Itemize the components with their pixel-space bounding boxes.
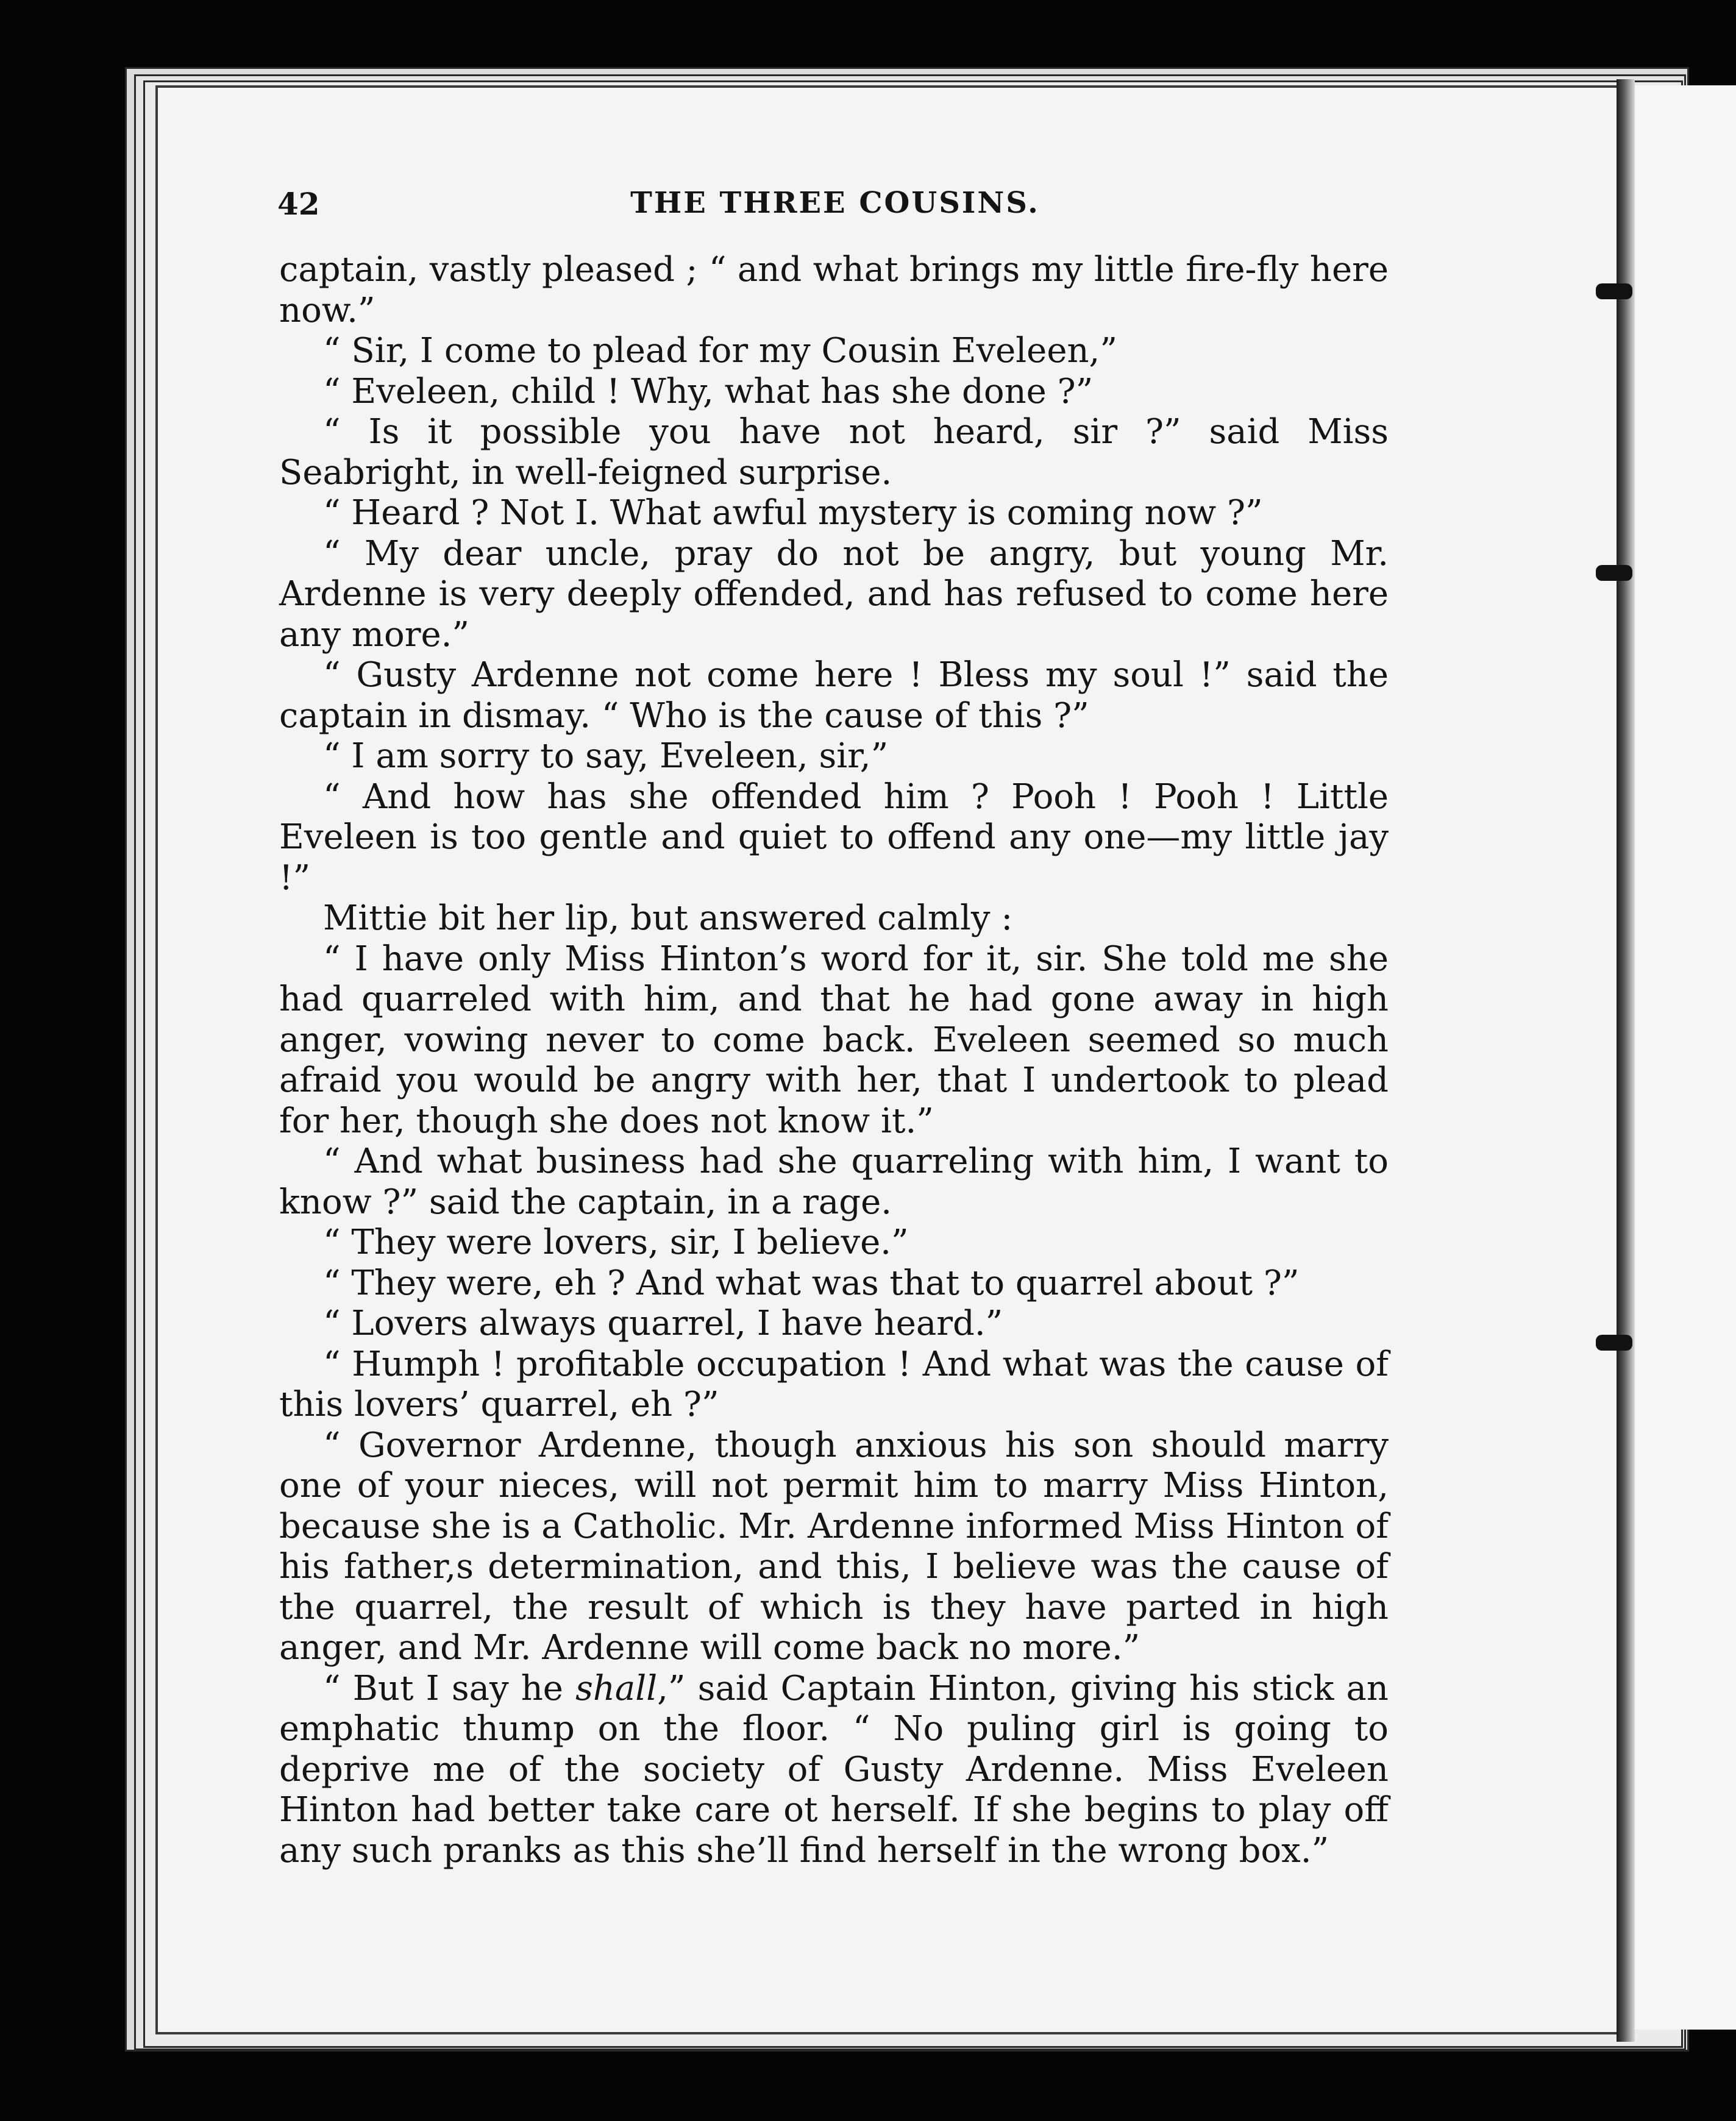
paragraph: “ Is it possible you have not heard, sir ?” said Miss Seabright, in well-feigned surprise. [279, 412, 1389, 492]
paragraph: “ Lovers always quarrel, I have heard.” [323, 1304, 1003, 1343]
paragraph: “ And how has she offended him ? Pooh ! Pooh ! Little Eveleen is too gentle and quiet to offend any one—my little jay !” [279, 776, 1389, 898]
book-gutter [1617, 79, 1635, 2042]
body-text [279, 250, 1389, 1871]
paragraph: “ Heard ? Not I. What awful mystery is coming now ?” [323, 493, 1263, 533]
paragraph: “ I am sorry to say, Eveleen, sir,” [323, 736, 889, 776]
binding-stitch [1596, 1335, 1632, 1351]
paragraph: “ Humph ! profitable occupation ! And what was the cause of this lovers’ quarrel, eh ?” [279, 1344, 1389, 1424]
paragraph: “ They were, eh ? And what was that to quarrel about ?” [323, 1263, 1300, 1303]
binding-stitch [1596, 283, 1632, 299]
paragraph: “ Eveleen, child ! Why, what has she done ?” [323, 371, 1094, 411]
text-run: ,” said Captain Hinton, giving his stick an emphatic thump on the floor. “ No puling girl is going to deprive me of the society of Gusty Ardenne. Miss Eveleen Hinton had better take care ot herself. If she begins to play off any such pranks as this she’ll find herself in the wrong box.” [279, 1668, 1389, 1871]
paragraph: “ Governor Ardenne, though anxious his son should marry one of your nieces, will not permit him to marry Miss Hinton, because she is a Catholic. Mr. Ardenne informed Miss Hinton of his father,s determination, and this, I believe was the cause of the quarrel, the result of which is they have parted in high anger, and Mr. Ardenne will come back no more.” [279, 1425, 1389, 1668]
page-number: 42 [277, 186, 320, 222]
paragraph: “ Sir, I come to plead for my Cousin Eveleen,” [323, 331, 1117, 371]
paragraph: “ I have only Miss Hinton’s word for it, sir. She told me she had quarreled with him, and that he had gone away in high anger, vowing never to come back. Eveleen seemed so much afraid you would be angry with her, that I undertook to plead for her, though she does not know it.” [279, 939, 1389, 1141]
running-head [277, 186, 1393, 222]
italic-word: shall [575, 1668, 658, 1708]
text-run: “ But I say he [323, 1668, 576, 1708]
paragraph: “ My dear uncle, pray do not be angry, but young Mr. Ardenne is very deeply offended, and has refused to come here any more.” [279, 533, 1389, 655]
paragraph [279, 1669, 1389, 1872]
paragraph: captain, vastly pleased ; “ and what brings my little fire-fly here now.” [279, 250, 1389, 330]
running-title: THE THREE COUSINS. [630, 186, 1040, 220]
paragraph: “ They were lovers, sir, I believe.” [323, 1223, 909, 1262]
paragraph: “ Gusty Ardenne not come here ! Bless my soul !” said the captain in dismay. “ Who is the cause of this ?” [279, 655, 1389, 736]
paragraph: “ And what business had she quarreling with him, I want to know ?” said the captain, in a rage. [279, 1142, 1389, 1222]
paragraph: Mittie bit her lip, but answered calmly : [323, 898, 1013, 938]
facing-page [1618, 85, 1736, 2030]
binding-stitch [1596, 565, 1632, 581]
